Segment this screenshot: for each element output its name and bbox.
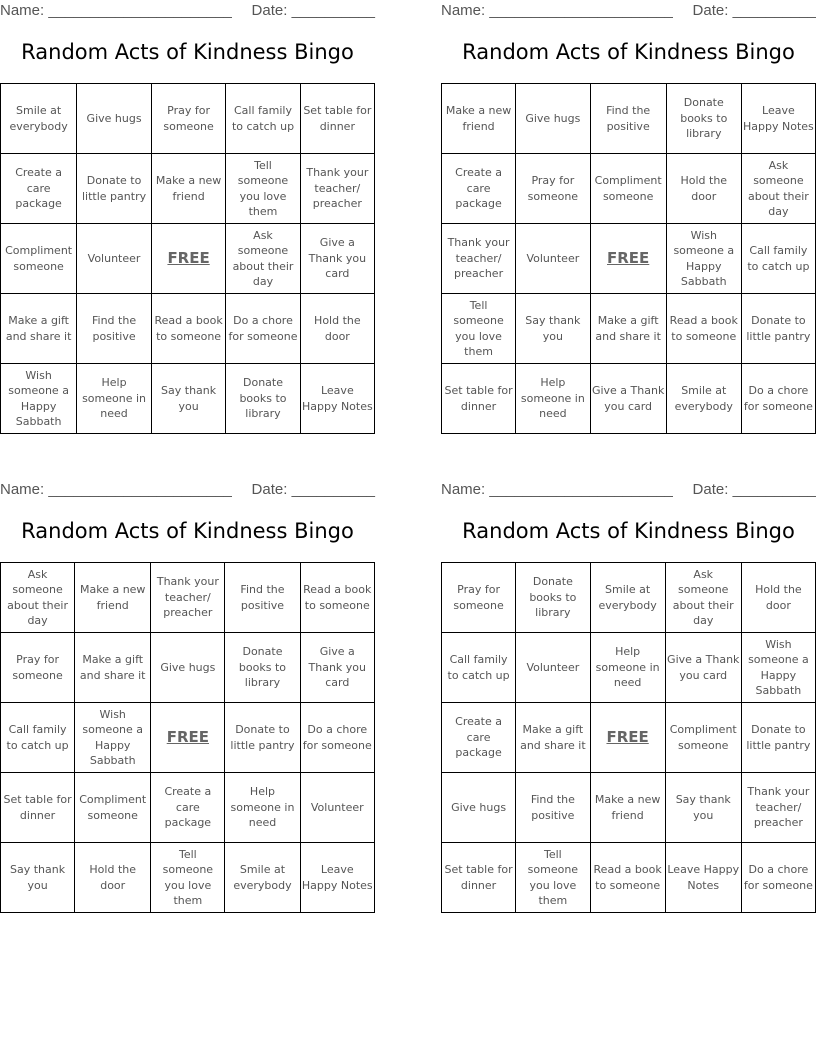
- bingo-cell: Ask someone about their day: [741, 154, 815, 224]
- bingo-cell: Make a gift and share it: [1, 294, 77, 364]
- bingo-cell: Volunteer: [77, 224, 152, 294]
- bingo-grid: [441, 83, 816, 434]
- grid-row: [442, 154, 816, 224]
- bingo-cell: Call family to catch up: [442, 633, 516, 703]
- name-field-label: Name: ______________________: [0, 481, 232, 498]
- free-space-cell: FREE: [590, 703, 665, 773]
- grid-row: [442, 773, 816, 843]
- bingo-cell: Make a new friend: [75, 563, 151, 633]
- grid-row: [442, 633, 816, 703]
- bingo-cell: Read a book to someone: [300, 563, 374, 633]
- bingo-cell: Donate to little pantry: [741, 294, 815, 364]
- bingo-cell: Make a gift and share it: [516, 703, 590, 773]
- bingo-cell: Do a chore for someone: [226, 294, 300, 364]
- bingo-cell: Do a chore for someone: [741, 364, 815, 434]
- bingo-card-3: [0, 479, 375, 913]
- bingo-card-2: [441, 0, 816, 434]
- bingo-cell: Do a chore for someone: [300, 703, 374, 773]
- bingo-cell: Set table for dinner: [442, 364, 516, 434]
- bingo-cell: Hold the door: [666, 154, 741, 224]
- bingo-cell: Tell someone you love them: [226, 154, 300, 224]
- bingo-cell: Create a care package: [1, 154, 77, 224]
- bingo-cell: Call family to catch up: [226, 84, 300, 154]
- bingo-cell: Compliment someone: [75, 773, 151, 843]
- bingo-cell: Wish someone a Happy Sabbath: [1, 364, 77, 434]
- bingo-cell: Donate to little pantry: [741, 703, 815, 773]
- grid-row: [1, 703, 375, 773]
- bingo-cell: Leave Happy Notes: [741, 84, 815, 154]
- bingo-cell: Help someone in need: [590, 633, 665, 703]
- grid-row: [1, 224, 375, 294]
- grid-row: [1, 364, 375, 434]
- name-date-row: [0, 479, 375, 501]
- bingo-cell: Tell someone you love them: [151, 843, 225, 913]
- bingo-card-1: [0, 0, 375, 434]
- bingo-cell: Donate books to library: [666, 84, 741, 154]
- name-date-row: [441, 479, 816, 501]
- bingo-cell: Create a care package: [442, 703, 516, 773]
- grid-row: [1, 773, 375, 843]
- bingo-cell: Wish someone a Happy Sabbath: [666, 224, 741, 294]
- bingo-cell: Compliment someone: [1, 224, 77, 294]
- bingo-cell: Volunteer: [516, 224, 590, 294]
- bingo-cell: Say thank you: [516, 294, 590, 364]
- free-space-cell: FREE: [151, 703, 225, 773]
- bingo-cell: Give hugs: [516, 84, 590, 154]
- bingo-cell: Tell someone you love them: [442, 294, 516, 364]
- bingo-cell: Pray for someone: [1, 633, 75, 703]
- date-field-label: Date: __________: [692, 2, 816, 19]
- bingo-cell: Thank your teacher/ preacher: [741, 773, 815, 843]
- bingo-cell: Hold the door: [300, 294, 374, 364]
- bingo-cell: Pray for someone: [151, 84, 225, 154]
- bingo-cell: Wish someone a Happy Sabbath: [75, 703, 151, 773]
- bingo-cell: Call family to catch up: [741, 224, 815, 294]
- bingo-cell: Hold the door: [75, 843, 151, 913]
- bingo-grid: [0, 83, 375, 434]
- bingo-cell: Smile at everybody: [666, 364, 741, 434]
- name-field-label: Name: ______________________: [441, 2, 673, 19]
- bingo-cell: Give a Thank you card: [300, 224, 374, 294]
- grid-row: [442, 563, 816, 633]
- grid-row: [1, 154, 375, 224]
- bingo-cell: Find the positive: [516, 773, 590, 843]
- bingo-cell: Make a new friend: [151, 154, 225, 224]
- bingo-cell: Thank your teacher/ preacher: [300, 154, 374, 224]
- bingo-cell: Give hugs: [77, 84, 152, 154]
- grid-row: [1, 563, 375, 633]
- bingo-cell: Donate books to library: [516, 563, 590, 633]
- bingo-cell: Donate books to library: [225, 633, 300, 703]
- bingo-cell: Leave Happy Notes: [665, 843, 741, 913]
- bingo-card-4: [441, 479, 816, 913]
- bingo-cell: Say thank you: [1, 843, 75, 913]
- bingo-cell: Read a book to someone: [666, 294, 741, 364]
- bingo-cell: Make a gift and share it: [590, 294, 666, 364]
- bingo-cell: Volunteer: [516, 633, 590, 703]
- bingo-cell: Read a book to someone: [590, 843, 665, 913]
- grid-row: [1, 633, 375, 703]
- grid-row: [442, 364, 816, 434]
- bingo-cell: Leave Happy Notes: [300, 364, 374, 434]
- bingo-cell: Pray for someone: [442, 563, 516, 633]
- name-date-row: [0, 0, 375, 22]
- bingo-cell: Say thank you: [665, 773, 741, 843]
- bingo-grid: [0, 562, 375, 913]
- bingo-grid: [441, 562, 816, 913]
- bingo-cell: Tell someone you love them: [516, 843, 590, 913]
- bingo-cell: Set table for dinner: [1, 773, 75, 843]
- bingo-cell: Ask someone about their day: [1, 563, 75, 633]
- bingo-cell: Compliment someone: [590, 154, 666, 224]
- bingo-cell: Help someone in need: [225, 773, 300, 843]
- bingo-cell: Give a Thank you card: [300, 633, 374, 703]
- bingo-cell: Set table for dinner: [300, 84, 374, 154]
- card-title: Random Acts of Kindness Bingo: [21, 40, 354, 64]
- bingo-cell: Donate to little pantry: [77, 154, 152, 224]
- free-space-cell: FREE: [151, 224, 225, 294]
- bingo-cell: Call family to catch up: [1, 703, 75, 773]
- bingo-cell: Make a new friend: [590, 773, 665, 843]
- bingo-cell: Give hugs: [151, 633, 225, 703]
- bingo-cell: Compliment someone: [665, 703, 741, 773]
- name-date-row: [441, 0, 816, 22]
- bingo-cell: Smile at everybody: [1, 84, 77, 154]
- bingo-cell: Do a chore for someone: [741, 843, 815, 913]
- bingo-cell: Find the positive: [225, 563, 300, 633]
- bingo-cell: Set table for dinner: [442, 843, 516, 913]
- bingo-cell: Leave Happy Notes: [300, 843, 374, 913]
- grid-row: [442, 294, 816, 364]
- grid-row: [442, 703, 816, 773]
- bingo-cell: Give a Thank you card: [665, 633, 741, 703]
- bingo-cell: Thank your teacher/ preacher: [151, 563, 225, 633]
- date-field-label: Date: __________: [251, 481, 375, 498]
- grid-row: [442, 84, 816, 154]
- card-title: Random Acts of Kindness Bingo: [462, 40, 795, 64]
- bingo-cell: Make a gift and share it: [75, 633, 151, 703]
- bingo-cell: Say thank you: [151, 364, 225, 434]
- date-field-label: Date: __________: [692, 481, 816, 498]
- bingo-cell: Donate to little pantry: [225, 703, 300, 773]
- bingo-cell: Help someone in need: [77, 364, 152, 434]
- bingo-cell: Smile at everybody: [590, 563, 665, 633]
- bingo-cell: Wish someone a Happy Sabbath: [741, 633, 815, 703]
- bingo-cell: Give a Thank you card: [590, 364, 666, 434]
- free-space-cell: FREE: [590, 224, 666, 294]
- name-field-label: Name: ______________________: [0, 2, 232, 19]
- grid-row: [1, 84, 375, 154]
- bingo-cell: Help someone in need: [516, 364, 590, 434]
- bingo-cell: Hold the door: [741, 563, 815, 633]
- grid-row: [1, 843, 375, 913]
- bingo-cell: Volunteer: [300, 773, 374, 843]
- bingo-cell: Ask someone about their day: [665, 563, 741, 633]
- bingo-cell: Smile at everybody: [225, 843, 300, 913]
- card-title: Random Acts of Kindness Bingo: [21, 519, 354, 543]
- grid-row: [442, 224, 816, 294]
- bingo-cell: Create a care package: [442, 154, 516, 224]
- card-title: Random Acts of Kindness Bingo: [462, 519, 795, 543]
- grid-row: [442, 843, 816, 913]
- bingo-cell: Create a care package: [151, 773, 225, 843]
- bingo-cell: Give hugs: [442, 773, 516, 843]
- name-field-label: Name: ______________________: [441, 481, 673, 498]
- bingo-cell: Pray for someone: [516, 154, 590, 224]
- bingo-cell: Thank your teacher/ preacher: [442, 224, 516, 294]
- bingo-cell: Find the positive: [590, 84, 666, 154]
- bingo-cell: Make a new friend: [442, 84, 516, 154]
- grid-row: [1, 294, 375, 364]
- bingo-cell: Donate books to library: [226, 364, 300, 434]
- bingo-cell: Read a book to someone: [151, 294, 225, 364]
- bingo-cell: Ask someone about their day: [226, 224, 300, 294]
- bingo-cell: Find the positive: [77, 294, 152, 364]
- date-field-label: Date: __________: [251, 2, 375, 19]
